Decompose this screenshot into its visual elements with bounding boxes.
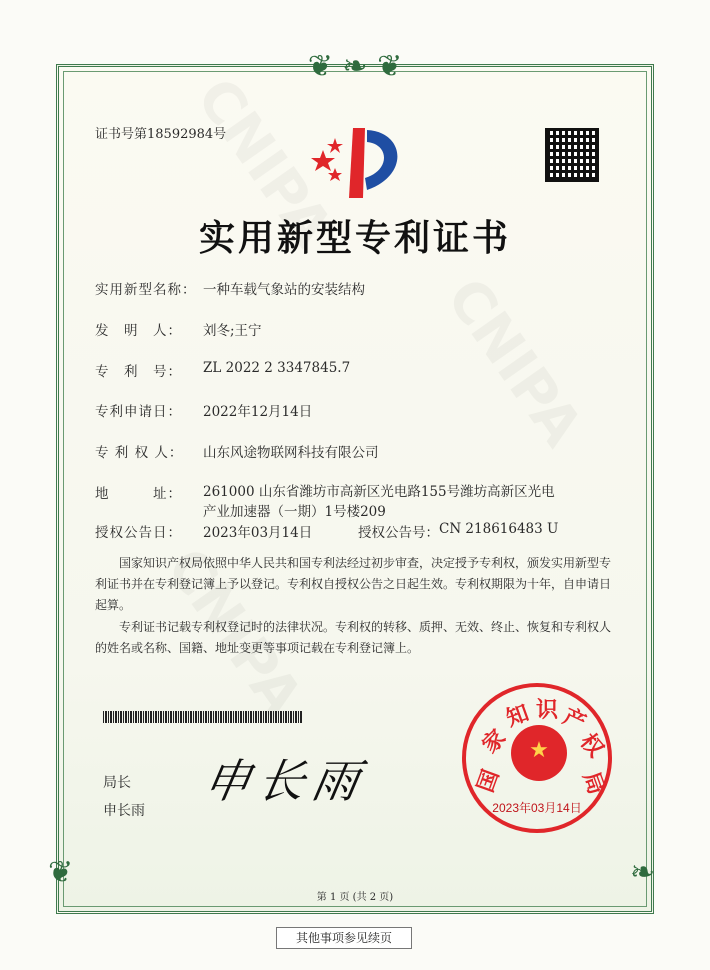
statement-paragraph: 专利证书记载专利权登记时的法律状况。专利权的转移、质押、无效、终止、恢复和专利权人的姓名或名称、国籍、地址变更等事项记载在专利登记簿上。 (95, 620, 612, 655)
top-ornament-icon: ❦ ❧ ❦ (307, 49, 403, 84)
cnipa-logo-icon (305, 120, 410, 200)
certificate-number: 证书号第18592984号 (95, 127, 227, 142)
statement-paragraph: 国家知识产权局依照中华人民共和国专利法经过初步审查，决定授予专利权，颁发实用新型专利证书并在专利登记簿上予以登记。专利权自授权公告之日起生效。专利权期限为十年，自申请日起算。 (95, 556, 612, 612)
official-seal: 国 家 知 识 产 权 局 ★ 2023年03月14日 (462, 683, 612, 833)
field-inventor: 发 明 人： 刘冬;王宁 (95, 323, 262, 339)
field-grant: 授权公告日： 2023年03月14日 授权公告号： CN 218616483 U (95, 521, 559, 541)
field-address: 地 址： 261000 山东省潍坊市高新区光电路155号潍坊高新区光电 产业加速器（一期）1号楼209 (95, 484, 555, 520)
qr-code (545, 128, 599, 182)
barcode (103, 711, 303, 723)
director-name: 申长雨 (103, 803, 145, 819)
field-patentee: 专 利 权 人： 山东风途物联网科技有限公司 (95, 445, 379, 461)
corner-ornament-icon: ❦ (48, 855, 74, 890)
field-patent-number: 专 利 号： ZL 2022 2 3347845.7 (95, 360, 351, 380)
signature: 申长雨 (199, 754, 372, 808)
field-application-date: 专利申请日： 2022年12月14日 (95, 404, 313, 420)
director-title: 局长 (103, 775, 131, 791)
page-footer: 第 1 页 (共 2 页) (316, 892, 394, 903)
corner-ornament-icon: ❧ (630, 855, 656, 890)
continued-note: 其他事项参见续页 (276, 927, 412, 949)
certificate-title: 实用新型专利证书 (198, 217, 511, 259)
field-utility-model-name: 实用新型名称： 一种车载气象站的安装结构 (95, 282, 365, 298)
national-emblem-icon: ★ (511, 725, 567, 781)
